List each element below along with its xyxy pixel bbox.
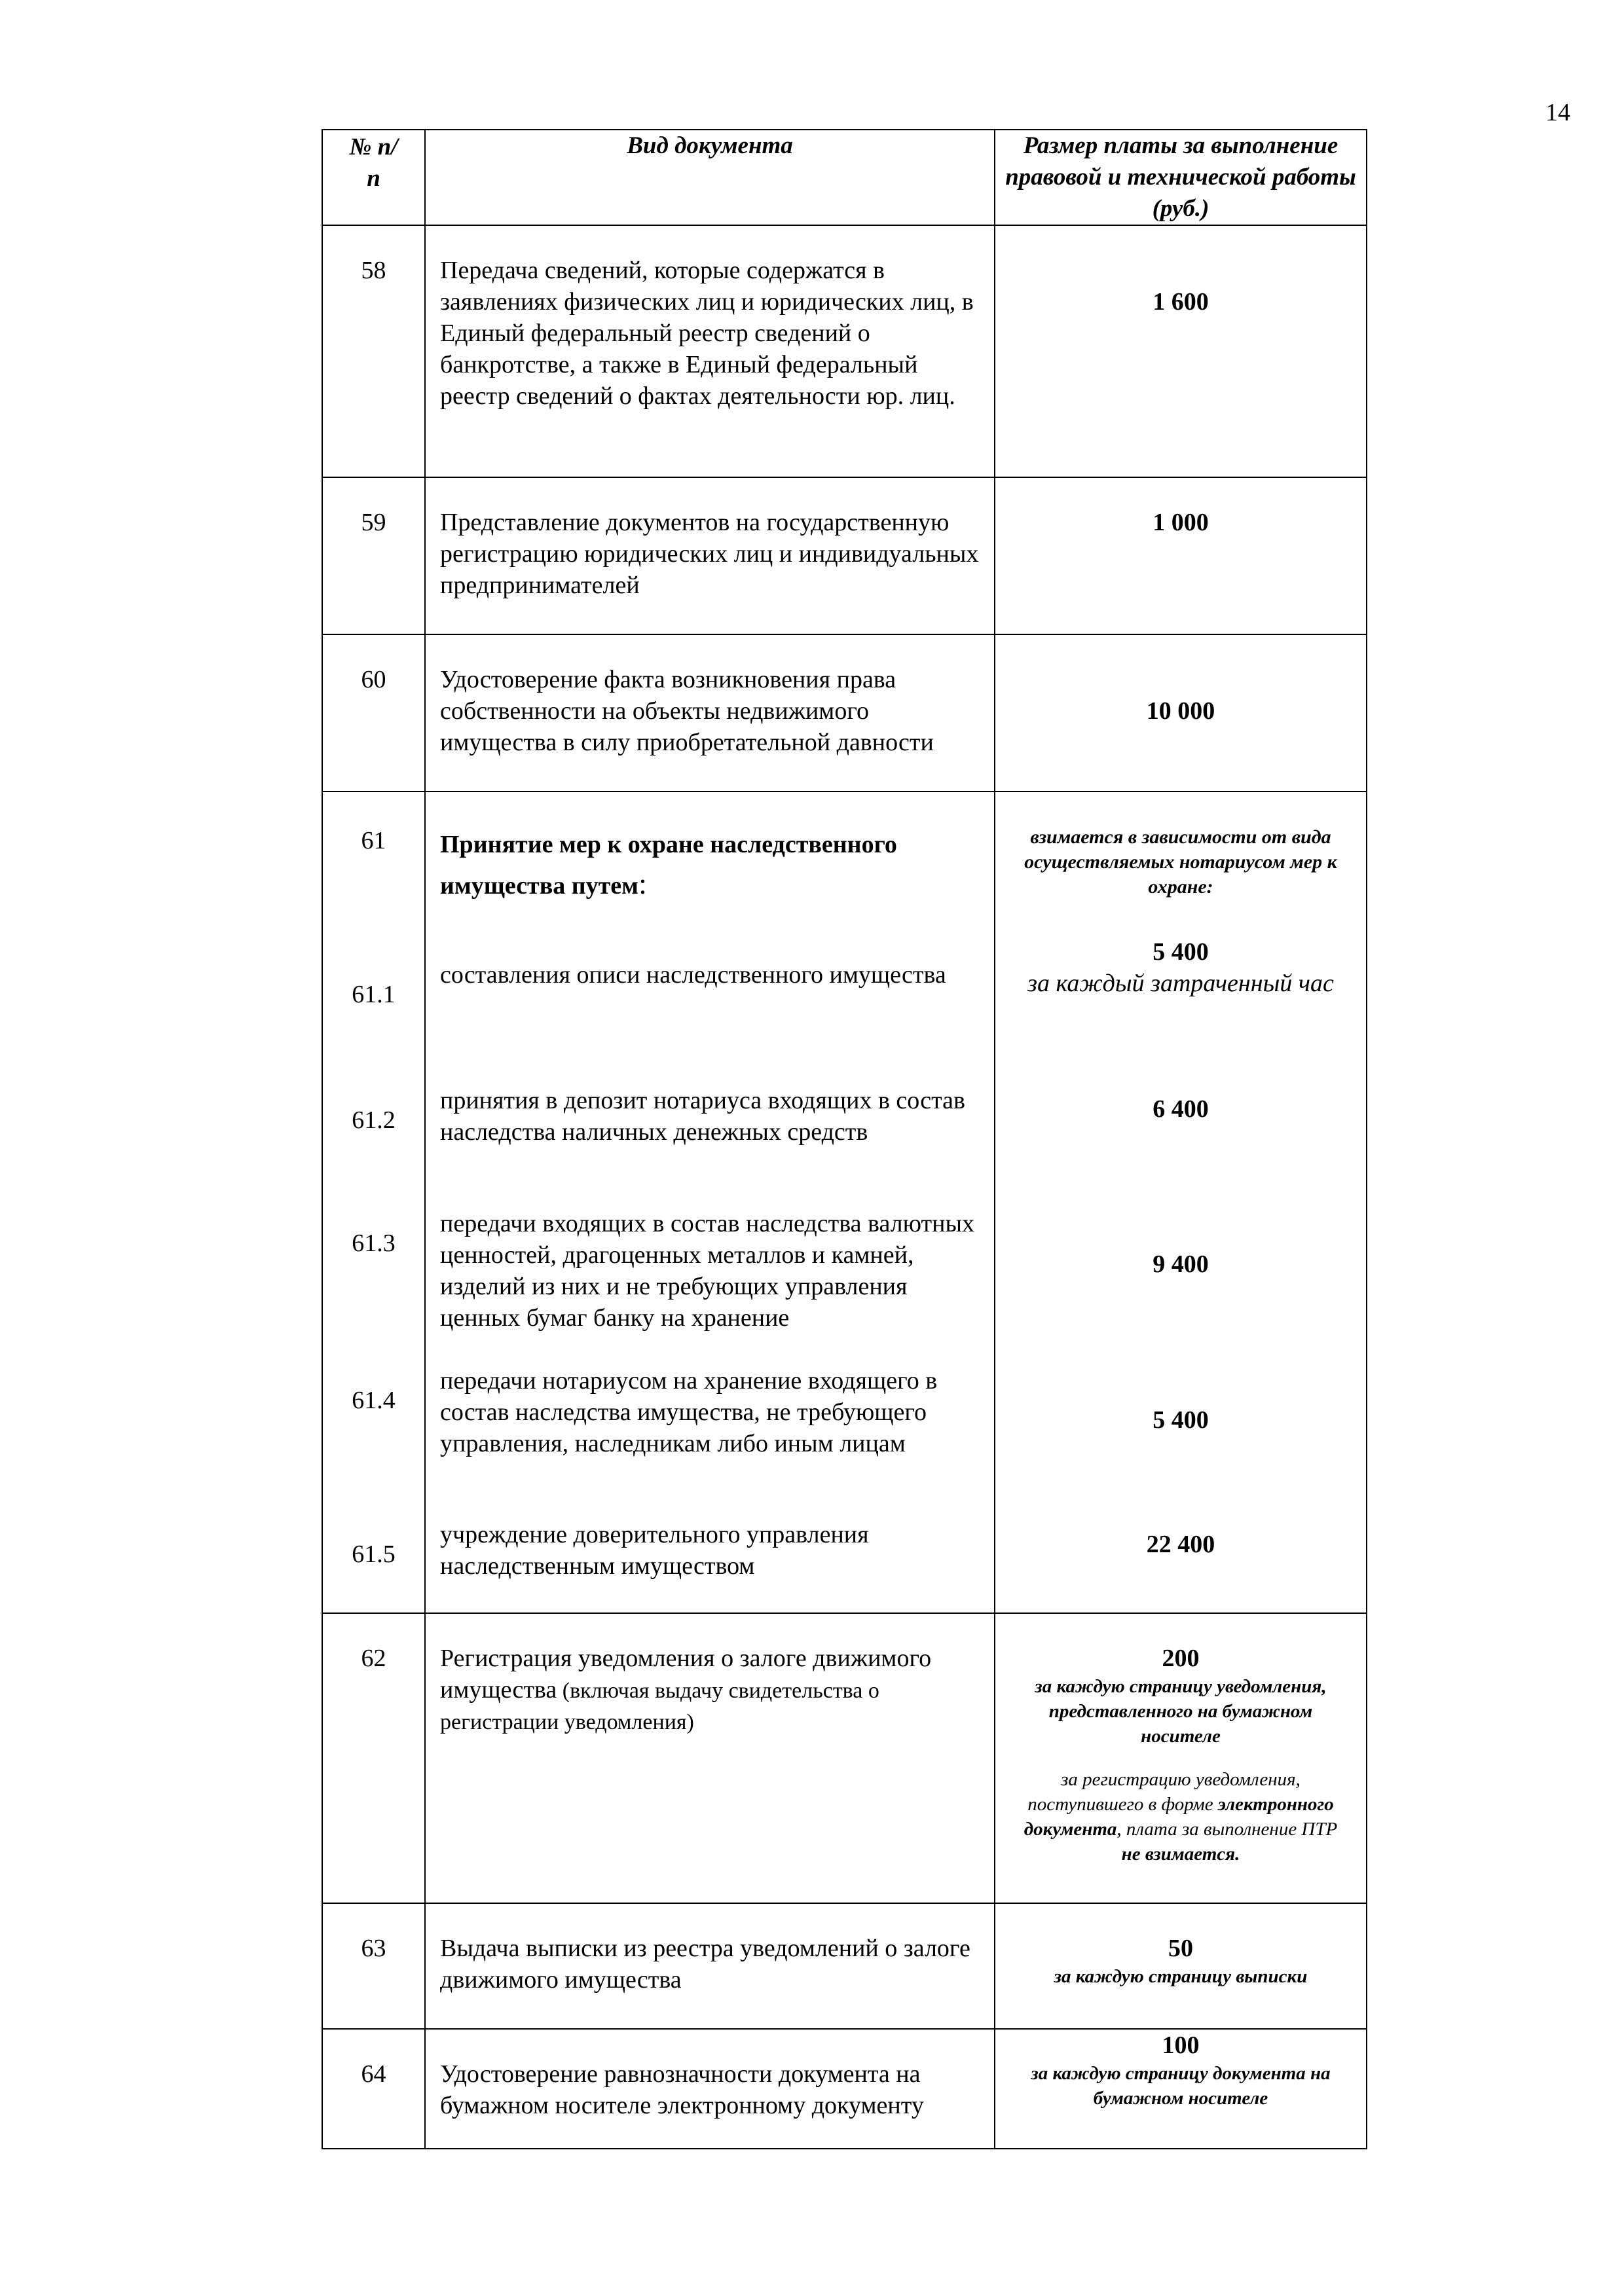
header-num: № п/п — [322, 130, 425, 225]
row-description: Передача сведений, которые содержатся в заявлениях физических лиц и юридических лиц, в Единый федеральный реестр сведений о банкротстве, а также в Единый федеральный реестр сведений о фактах деятельности юр. лиц. — [440, 257, 974, 410]
row-number: 59 — [361, 509, 386, 536]
table-row — [322, 792, 1367, 1613]
row-fee-note: за каждую страницу выписки — [1054, 1966, 1308, 1987]
subrow-number: 61.3 — [352, 1230, 396, 1257]
row-number: 63 — [361, 1935, 386, 1962]
subrow-number: 61.2 — [352, 1106, 396, 1134]
subrow-number: 61.5 — [352, 1540, 396, 1568]
row-fee: 100 — [1162, 2032, 1200, 2059]
header-type: Вид документа — [425, 130, 995, 225]
row-number: 61 — [361, 827, 386, 854]
row-fee-note-electronic: за регистрацию уведомления, поступившего в форме электронного документа, плата за выполнение ПТР не взимается. — [1024, 1769, 1338, 1865]
subrow-fee: 22 400 — [1146, 1531, 1215, 1558]
row-number: 58 — [361, 257, 386, 284]
subrow-description: составления описи наследственного имущества — [440, 961, 946, 989]
header-row — [322, 130, 1367, 225]
subrow-fee: 9 400 — [1153, 1250, 1209, 1278]
subrow-number: 61.1 — [352, 981, 396, 1008]
row-fee: 1 000 — [1153, 509, 1209, 536]
subrow-fee: 6 400 — [1153, 1095, 1209, 1123]
row-description: Принятие мер к охране наследственного имущества путем: — [440, 831, 897, 900]
row-fee: 10 000 — [1146, 697, 1215, 725]
row-number: 62 — [361, 1645, 386, 1672]
subrow-description: принятия в депозит нотариуса входящих в состав наследства наличных денежных средств — [440, 1087, 965, 1146]
table-row — [322, 634, 1367, 792]
row-fee-note: за каждую страницу уведомления, представленного на бумажном носителе — [1035, 1676, 1327, 1747]
row-description: Удостоверение равнозначности документа на бумажном носителе электронному документу — [440, 2060, 924, 2119]
subrow-fee: 5 400 — [1153, 938, 1209, 966]
row-description: Удостоверение факта возникновения права собственности на объекты недвижимого имущества в силу приобретательной давности — [440, 666, 934, 756]
table-row — [322, 1903, 1367, 2029]
row-fee-note: взимается в зависимости от вида осуществляемых нотариусом мер к охране: — [1024, 826, 1337, 898]
subrow-fee: 5 400 — [1153, 1406, 1209, 1434]
table-row — [322, 225, 1367, 477]
row-description: Регистрация уведомления о залоге движимого имущества (включая выдачу свидетельства о регистрации уведомления) — [440, 1645, 932, 1734]
row-description: Выдача выписки из реестра уведомлений о залоге движимого имущества — [440, 1935, 970, 1994]
subrow-number: 61.4 — [352, 1387, 396, 1414]
row-fee: 200 — [1162, 1645, 1200, 1672]
row-fee: 1 600 — [1153, 288, 1209, 316]
table-row — [322, 2029, 1367, 2149]
subrow-fee-note: за каждый затраченный час — [1027, 970, 1334, 997]
header-fee: Размер платы за выполнение правовой и технической работы (руб.) — [995, 130, 1367, 225]
table-row — [322, 477, 1367, 634]
row-fee-note: за каждую страницу документа на бумажном носителе — [1031, 2063, 1331, 2109]
subrow-description: передачи входящих в состав наследства валютных ценностей, драгоценных металлов и камней, изделий из них и не требующих управления ценных бумаг банку на хранение — [440, 1210, 974, 1332]
row-fee: 50 — [1168, 1935, 1193, 1962]
subrow-description: учреждение доверительного управления наследственным имуществом — [440, 1521, 869, 1580]
row-number: 60 — [361, 666, 386, 693]
page-number: 14 — [1545, 99, 1570, 126]
table-row — [322, 1613, 1367, 1903]
subrow-description: передачи нотариусом на хранение входящего в состав наследства имущества, не требующего управления, наследникам либо иным лицам — [440, 1367, 938, 1457]
fee-table — [322, 129, 1367, 2149]
row-number: 64 — [361, 2060, 386, 2088]
row-description: Представление документов на государственную регистрацию юридических лиц и индивидуальных предпринимателей — [440, 509, 979, 599]
